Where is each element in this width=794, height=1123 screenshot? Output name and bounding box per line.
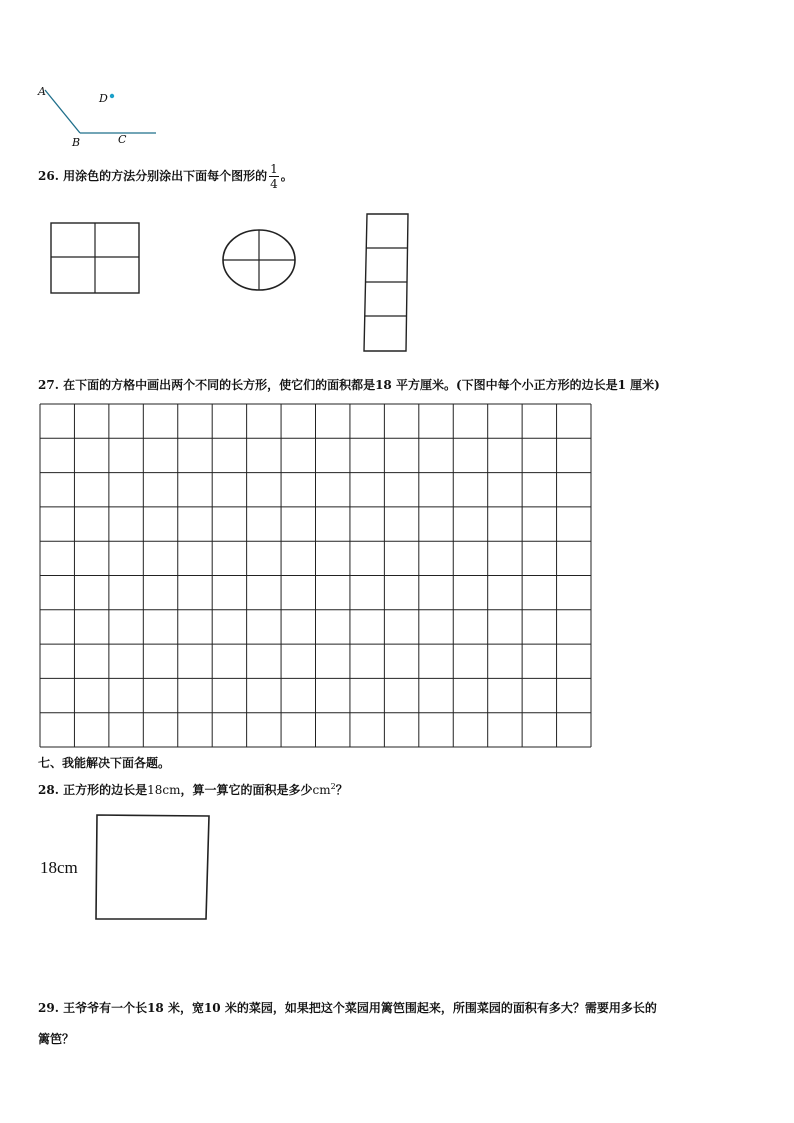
q26-number: 26. [38,169,59,183]
q29-line1: 王爷爷有一个长18 米，宽10 米的菜园，如果把这个菜园用篱笆围起来，所围菜园的面积有多大？需要用多长的 [63,1001,657,1015]
q27-text: 在下面的方格中画出两个不同的长方形，使它们的面积都是18 平方厘米。(下图中每个小正方形的边长是1 厘米) [63,378,660,392]
angle-figure-svg [30,80,170,150]
q28-text-end: ？ [335,783,348,797]
label-c: C [118,133,127,146]
q26-text: 用涂色的方法分别涂出下面每个图形的 [63,169,268,183]
q28-text-middle: ，算一算它的面积是多少 [180,783,313,797]
q27-square-grid [39,403,592,748]
label-d: D [99,92,108,105]
q27-number: 27. [38,378,59,392]
q28-side-label: 18cm [40,858,78,877]
q28-unit-exp: 2 [330,782,336,791]
q26-end: 。 [280,169,293,183]
question-28 [38,781,348,798]
q26-rectangle-figure [50,222,142,295]
q28-square-figure [94,813,212,923]
question-29-line-2: 篱笆？ [38,1032,75,1046]
q26-fraction [269,162,279,191]
q26-column-figure [362,212,412,354]
label-b: B [72,136,81,149]
label-a: A [38,85,46,98]
question-26 [38,162,293,191]
question-27 [38,376,660,393]
q28-unit: cm [312,783,331,797]
q29-number: 29. [38,1001,59,1015]
ray-ba [45,90,80,133]
q26-circle-figure [222,229,298,293]
question-29-line-1 [38,999,657,1016]
q26-numerator: 1 [270,162,278,176]
point-d [110,94,114,98]
angle-figure [30,80,170,150]
q28-side: 18cm [147,783,181,797]
q28-number: 28. [38,783,59,797]
q28-text-before: 正方形的边长是 [63,783,148,797]
q26-denominator: 4 [270,177,278,191]
section-7-title: 七、我能解决下面各题。 [38,756,171,770]
